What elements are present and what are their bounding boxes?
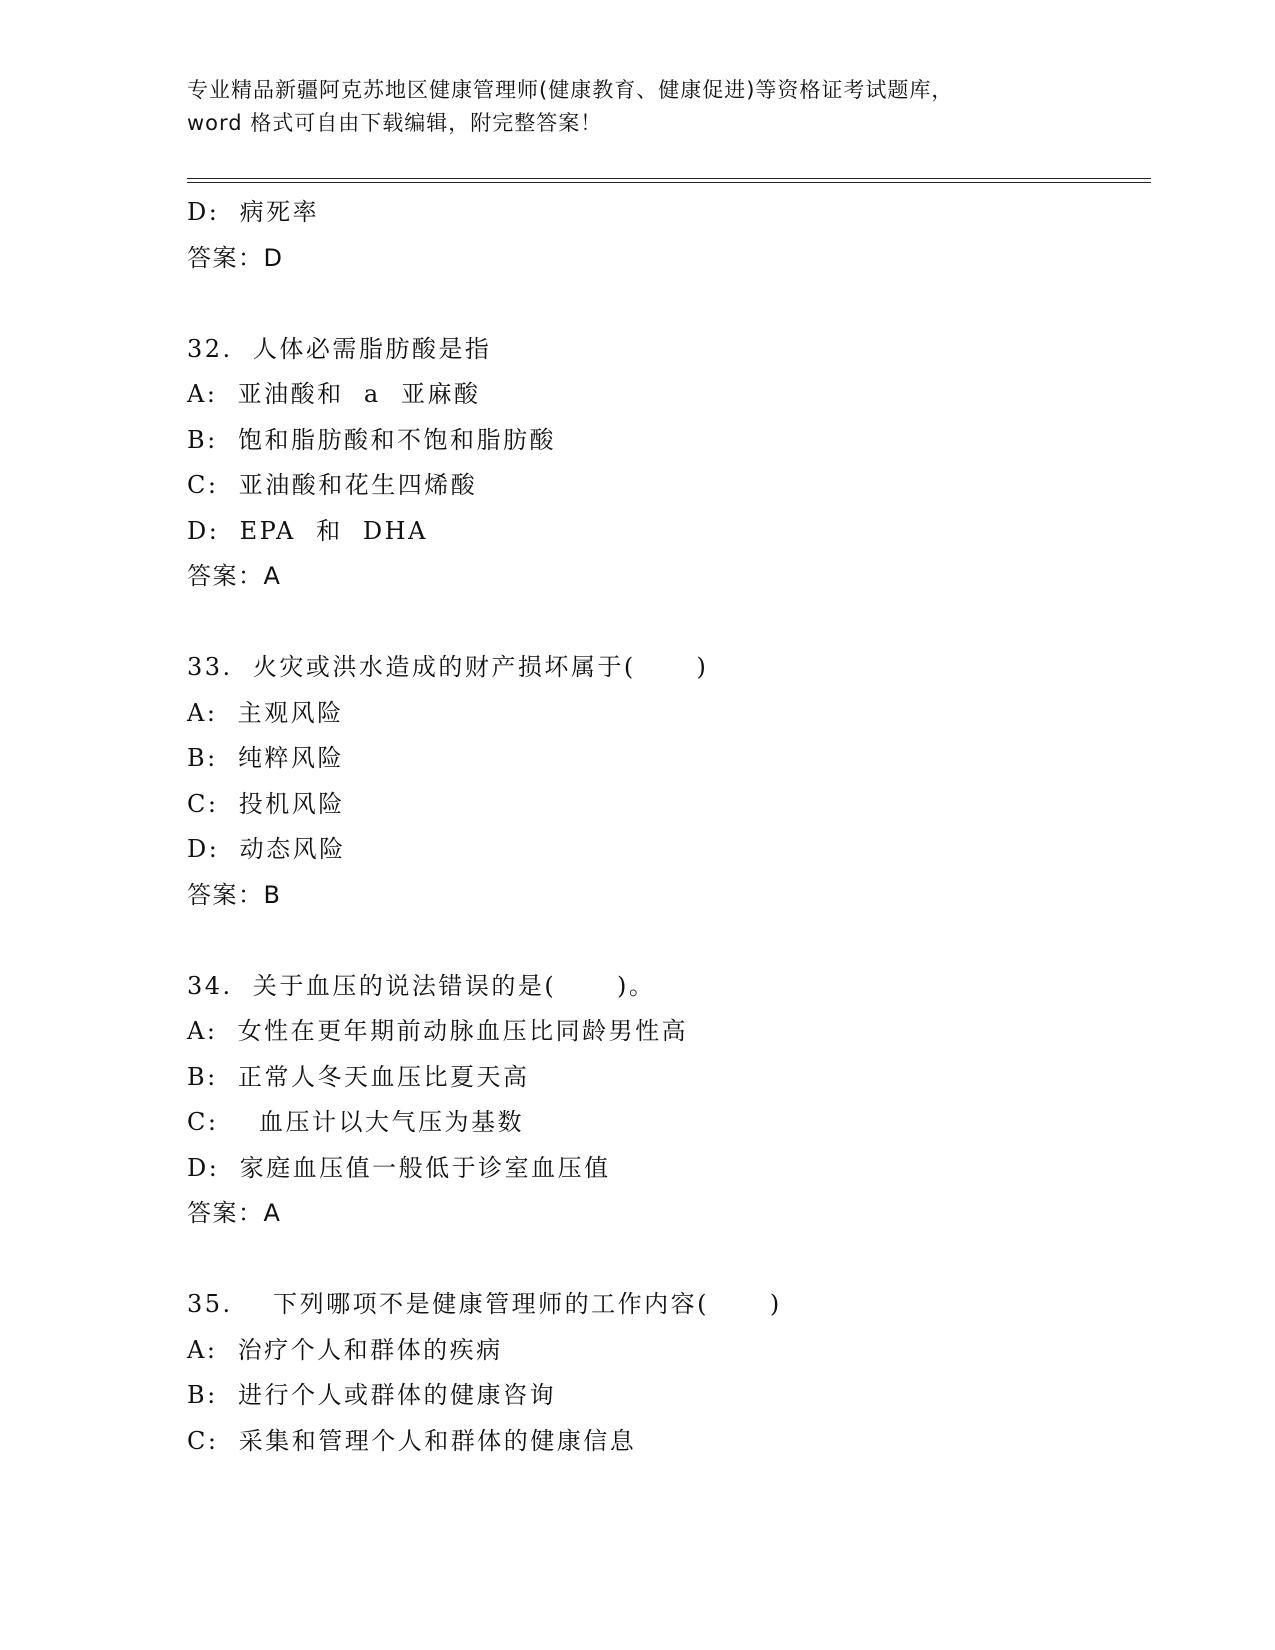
question-list [187, 190, 1151, 1464]
question-35 [187, 1282, 1151, 1464]
answer-line: 答案：A [187, 1199, 282, 1227]
question-32 [187, 327, 1151, 600]
option-d: D: 病死率 [187, 198, 320, 226]
option-c: C: 血压计以大气压为基数 [187, 1108, 524, 1136]
answer-line: 答案：D [187, 243, 284, 272]
page-header [187, 74, 1087, 140]
spacer [187, 1237, 1151, 1283]
spacer [187, 918, 1151, 964]
option-b: B: 饱和脂肪酸和不饱和脂肪酸 [187, 425, 556, 454]
option-d: D: 动态风险 [187, 835, 346, 863]
option-a: A: 治疗个人和群体的疾病 [187, 1335, 503, 1364]
option-c: C: 亚油酸和花生四烯酸 [187, 471, 478, 499]
option-a: A: 女性在更年期前动脉血压比同龄男性高 [187, 1017, 689, 1045]
option-b: B: 纯粹风险 [187, 744, 344, 772]
header-title-line-1: 专业精品新疆阿克苏地区健康管理师(健康教育、健康促进)等资格证考试题库， [187, 78, 954, 102]
question-stem: 32. 人体必需脂肪酸是指 [187, 334, 492, 363]
header-divider [187, 178, 1151, 183]
option-a: A: 亚油酸和 a 亚麻酸 [187, 380, 481, 408]
question-stem: 33. 火灾或洪水造成的财产损坏属于( ) [187, 653, 709, 681]
option-c: C: 采集和管理个人和群体的健康信息 [187, 1426, 637, 1455]
spacer [187, 600, 1151, 646]
option-b: B: 进行个人或群体的健康咨询 [187, 1381, 556, 1409]
answer-line: 答案：B [187, 880, 282, 909]
option-c: C: 投机风险 [187, 789, 345, 818]
spacer [187, 281, 1151, 327]
answer-line: 答案：A [187, 562, 282, 590]
option-a: A: 主观风险 [187, 698, 344, 727]
question-stem: 34. 关于血压的说法错误的是( )。 [187, 971, 656, 1000]
question-stem: 35. 下列哪项不是健康管理师的工作内容( ) [187, 1290, 782, 1318]
option-d: D: EPA 和 DHA [187, 516, 428, 545]
question-34 [187, 964, 1151, 1237]
header-title-line-2: word 格式可自由下载编辑，附完整答案！ [187, 111, 603, 135]
option-d: D: 家庭血压值一般低于诊室血压值 [187, 1153, 611, 1182]
option-b: B: 正常人冬天血压比夏天高 [187, 1062, 530, 1091]
question-33 [187, 645, 1151, 918]
